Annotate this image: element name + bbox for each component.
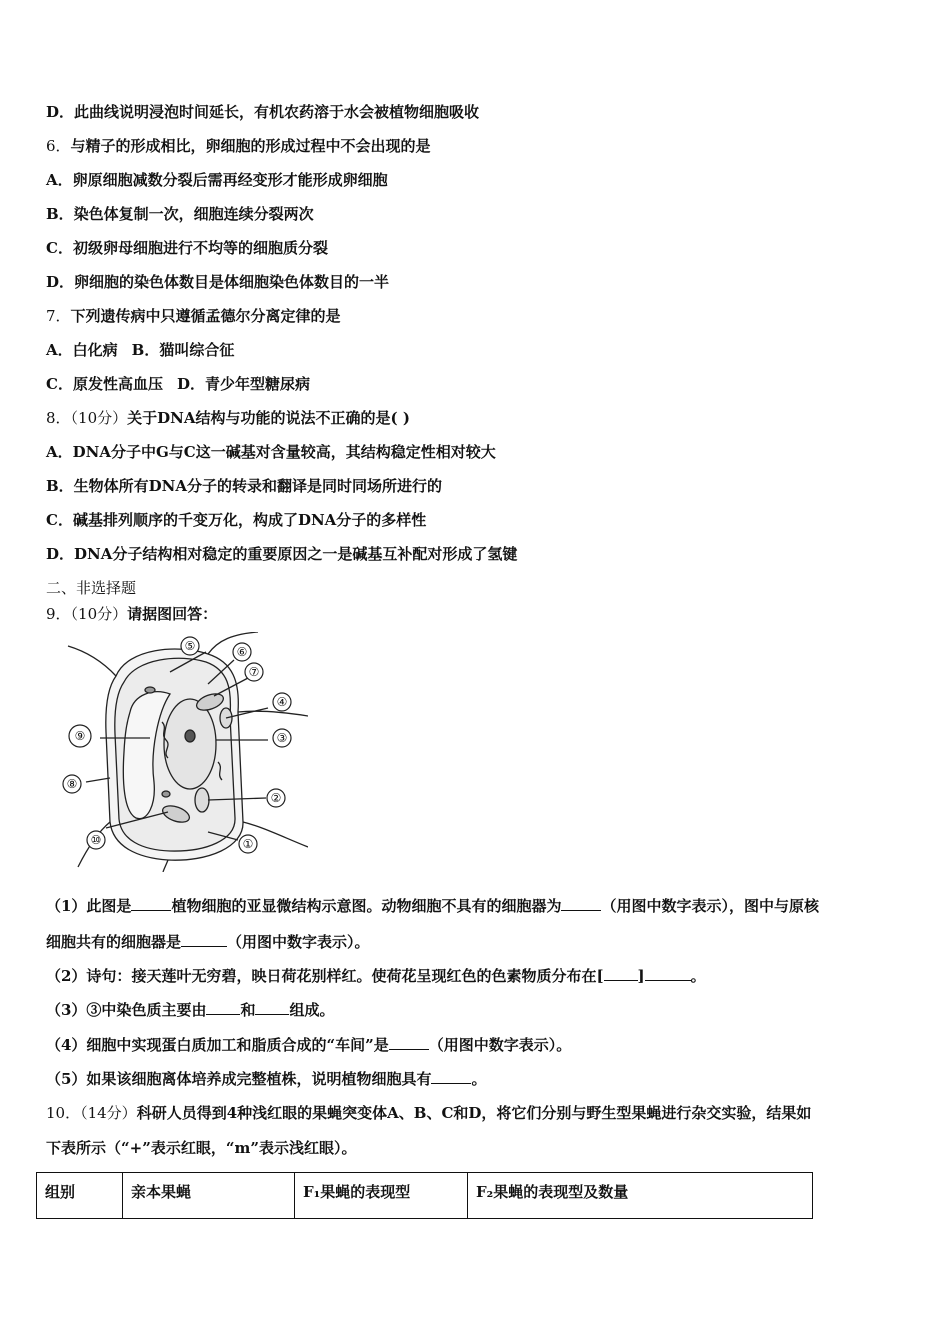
q9-p1d: 细胞共有的细胞器是 — [46, 933, 182, 951]
q9-p1b: 植物细胞的亚显微结构示意图。动物细胞不具有的细胞器为 — [171, 897, 562, 915]
table-header-cell: F₁果蝇的表现型 — [295, 1173, 468, 1219]
q9-part1-line1 — [46, 896, 819, 916]
q9-p1a: （1）此图是 — [46, 897, 132, 915]
q9-p5a: （5）如果该细胞离体培养成完整植株，说明植物细胞具有 — [46, 1070, 432, 1088]
q9-p4b: （用图中数字表示）。 — [428, 1036, 572, 1054]
results-table — [36, 1172, 813, 1219]
q9-part2 — [46, 966, 706, 986]
q7-option-a: A．白化病 — [46, 341, 118, 359]
q9-p1e: （用图中数字表示）。 — [227, 933, 370, 951]
answer-blank[interactable] — [561, 896, 601, 911]
answer-blank[interactable] — [255, 1000, 289, 1015]
answer-blank[interactable] — [604, 966, 638, 981]
q8-option-a: A．DNA分子中G与C这一碱基对含量较高，其结构稳定性相对较大 — [46, 443, 496, 461]
q9-part5 — [46, 1069, 486, 1089]
q10-stem-text: 科研人员得到4种浅红眼的果蝇突变体A、B、C和D，将它们分别与野生型果蝇进行杂交实验，结果如 — [136, 1104, 812, 1122]
q5-option-d: D．此曲线说明浸泡时间延长，有机农药溶于水会被植物细胞吸收 — [46, 103, 480, 121]
q10-score: （14分） — [80, 1104, 137, 1122]
figure-label-10: ⑩ — [90, 833, 102, 847]
answer-blank[interactable] — [645, 966, 691, 981]
q7-option-c: C．原发性高血压 — [46, 375, 163, 393]
q6-number: 6． — [46, 137, 71, 155]
q9-p3c: 组成。 — [289, 1001, 335, 1019]
q9-stem-text: 请据图回答： — [127, 605, 218, 623]
q7-option-b: B．猫叫综合征 — [131, 341, 235, 359]
q6-stem — [46, 136, 431, 156]
q10-stem-line2: 下表所示（“+”表示红眼，“m”表示浅红眼）。 — [46, 1139, 357, 1157]
figure-label-8: ⑧ — [66, 777, 78, 791]
q6-option-d: D．卵细胞的染色体数目是体细胞染色体数目的一半 — [46, 273, 390, 291]
q9-stem — [46, 604, 217, 624]
q6-stem-text: 与精子的形成相比，卵细胞的形成过程中不会出现的是 — [70, 137, 431, 155]
q8-option-c: C．碱基排列顺序的千变万化，构成了DNA分子的多样性 — [46, 511, 427, 529]
q8-option-b: B．生物体所有DNA分子的转录和翻译是同时同场所进行的 — [46, 477, 443, 495]
q7-option-d: D．青少年型糖尿病 — [176, 375, 310, 393]
q8-score: （10分） — [70, 409, 128, 427]
q6-option-a: A．卵原细胞减数分裂后需再经变形才能形成卵细胞 — [46, 171, 388, 189]
answer-blank[interactable] — [206, 1000, 240, 1015]
answer-blank[interactable] — [389, 1035, 429, 1050]
table-header-row — [37, 1173, 813, 1219]
q9-p2c: 。 — [690, 967, 706, 985]
table-header-cell: 亲本果蝇 — [123, 1173, 295, 1219]
q9-p2a: （2）诗句：接天莲叶无穷碧，映日荷花别样红。使荷花呈现红色的色素物质分布在[ — [46, 967, 604, 985]
answer-blank[interactable] — [431, 1069, 471, 1084]
q8-option-d: D．DNA分子结构相对稳定的重要原因之一是碱基互补配对形成了氢键 — [46, 545, 518, 563]
q8-stem — [46, 408, 410, 428]
figure-label-2: ② — [270, 791, 282, 805]
figure-label-3: ③ — [276, 731, 288, 745]
q10-number: 10． — [46, 1104, 81, 1122]
q9-p2b: ] — [637, 967, 645, 985]
q9-part3 — [46, 1000, 334, 1020]
q8-number: 8． — [46, 409, 71, 427]
q9-p3a: （3）③中染色质主要由 — [46, 1001, 207, 1019]
q10-stem-line1 — [46, 1103, 811, 1123]
table-header-cell: F₂果蝇的表现型及数量 — [468, 1173, 813, 1219]
table-header-cell: 组别 — [37, 1173, 123, 1219]
figure-label-7: ⑦ — [248, 665, 260, 679]
q6-option-c: C．初级卵母细胞进行不均等的细胞质分裂 — [46, 239, 328, 257]
q9-score: （10分） — [70, 605, 128, 623]
q8-stem-text: 关于DNA结构与功能的说法不正确的是( ) — [127, 409, 410, 427]
q9-part4 — [46, 1035, 571, 1055]
q9-part1-line2 — [46, 932, 370, 952]
q9-number: 9． — [46, 605, 71, 623]
q6-option-b: B．染色体复制一次，细胞连续分裂两次 — [46, 205, 314, 223]
q9-p1c: （用图中数字表示），图中与原核 — [601, 897, 819, 915]
answer-blank[interactable] — [181, 932, 227, 947]
q7-stem — [46, 306, 341, 326]
figure-label-4: ④ — [276, 695, 288, 709]
section-title: 二、非选择题 — [46, 579, 137, 597]
q9-p3b: 和 — [240, 1001, 256, 1019]
figure-label-5: ⑤ — [184, 639, 196, 653]
q9-p5b: 。 — [471, 1070, 487, 1088]
q7-options-ab — [46, 340, 234, 360]
plant-cell-diagram — [58, 632, 308, 872]
figure-label-1: ① — [242, 837, 254, 851]
q7-number: 7． — [46, 307, 71, 325]
q9-p4a: （4）细胞中实现蛋白质加工和脂质合成的“车间”是 — [46, 1036, 389, 1054]
answer-blank[interactable] — [131, 896, 171, 911]
q7-stem-text: 下列遗传病中只遵循孟德尔分离定律的是 — [70, 307, 341, 325]
figure-label-9: ⑨ — [74, 729, 86, 743]
figure-label-6: ⑥ — [236, 645, 248, 659]
q7-options-cd — [46, 374, 310, 394]
